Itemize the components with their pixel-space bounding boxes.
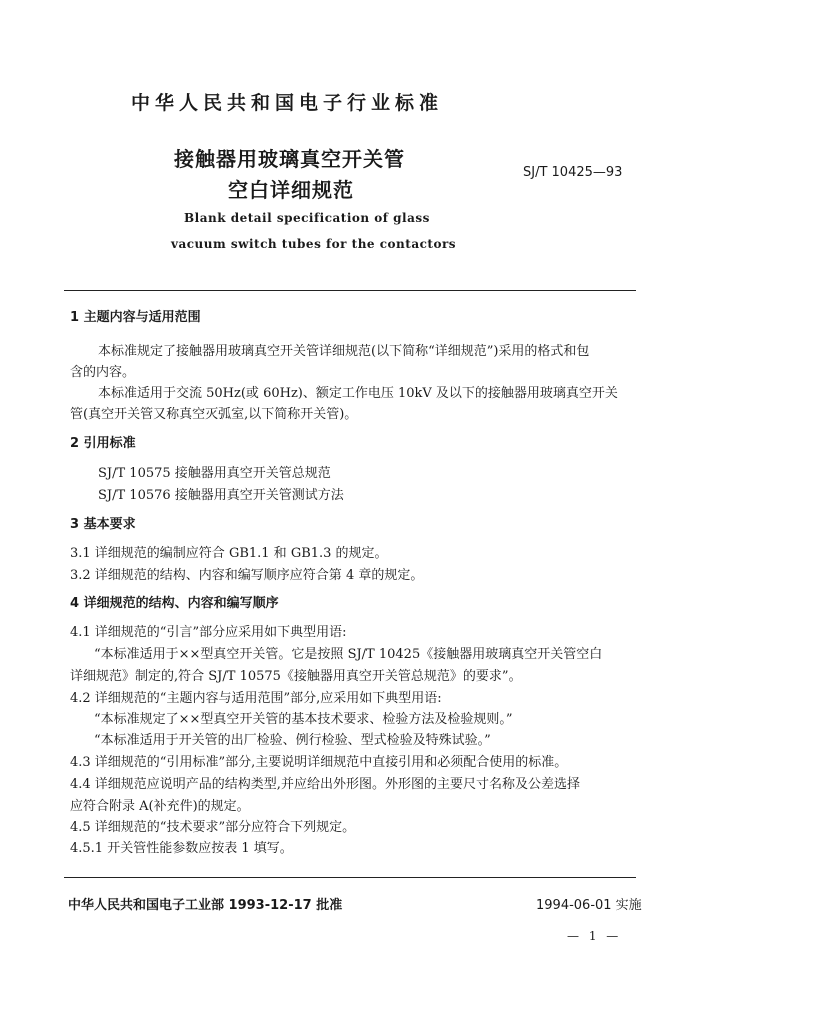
footer-divider xyxy=(64,877,636,878)
clause-4-4-cont: 应符合附录 A(补充件)的规定。 xyxy=(70,799,250,814)
implementation-date: 1994-06-01 实施 xyxy=(536,898,642,913)
clause-4-3: 4.3 详细规范的“引用标准”部分,主要说明详细规范中直接引用和必须配合使用的标准。 xyxy=(70,755,568,770)
clause-4-2: 4.2 详细规范的“主题内容与适用范围”部分,应采用如下典型用语: xyxy=(70,691,442,706)
issuing-body-header: 中华人民共和国电子行业标准 xyxy=(131,92,444,114)
english-title-line-2: vacuum switch tubes for the contactors xyxy=(171,237,457,251)
clause-3-2: 3.2 详细规范的结构、内容和编写顺序应符合第 4 章的规定。 xyxy=(70,568,424,583)
clause-4-5-1: 4.5.1 开关管性能参数应按表 1 填写。 xyxy=(70,841,293,856)
section-1-paragraph-2: 本标准适用于交流 50Hz(或 60Hz)、额定工作电压 10kV 及以下的接触器用玻璃真空开关 xyxy=(98,386,618,401)
clause-3-1: 3.1 详细规范的编制应符合 GB1.1 和 GB1.3 的规定。 xyxy=(70,546,388,561)
clause-4-1: 4.1 详细规范的“引言”部分应采用如下典型用语: xyxy=(70,625,347,640)
section-1-heading: 1 主题内容与适用范围 xyxy=(70,310,201,325)
section-3-heading: 3 基本要求 xyxy=(70,517,136,532)
section-2-heading: 2 引用标准 xyxy=(70,436,136,451)
page-number: — 1 — xyxy=(567,929,622,943)
clause-4-1-quote: “本标准适用于××型真空开关管。它是按照 SJ/T 10425《接触器用玻璃真空开关管空白 xyxy=(94,647,603,662)
clause-4-4: 4.4 详细规范应说明产品的结构类型,并应给出外形图。外形图的主要尺寸名称及公差选择 xyxy=(70,777,580,792)
document-title-line-1: 接触器用玻璃真空开关管 xyxy=(174,147,405,171)
clause-4-5: 4.5 详细规范的“技术要求”部分应符合下列规定。 xyxy=(70,820,356,835)
header-divider xyxy=(64,290,636,291)
section-1-paragraph-1: 本标准规定了接触器用玻璃真空开关管详细规范(以下简称“详细规范”)采用的格式和包 xyxy=(98,344,590,359)
standard-number: SJ/T 10425—93 xyxy=(523,165,623,180)
section-4-heading: 4 详细规范的结构、内容和编写顺序 xyxy=(70,596,279,611)
clause-4-1-quote-cont: 详细规范》制定的,符合 SJ/T 10575《接触器用真空开关管总规范》的要求”。 xyxy=(70,669,522,684)
english-title-line-1: Blank detail specification of glass xyxy=(184,211,430,225)
section-1-paragraph-2-cont: 管(真空开关管又称真空灭弧室,以下简称开关管)。 xyxy=(70,407,358,422)
section-1-paragraph-1-cont: 含的内容。 xyxy=(70,365,136,380)
clause-4-2-quote-2: “本标准适用于开关管的出厂检验、例行检验、型式检验及特殊试验。” xyxy=(94,733,491,748)
reference-item: SJ/T 10576 接触器用真空开关管测试方法 xyxy=(98,488,344,503)
document-title-line-2: 空白详细规范 xyxy=(228,178,354,202)
clause-4-2-quote-1: “本标准规定了××型真空开关管的基本技术要求、检验方法及检验规则。” xyxy=(94,712,513,727)
reference-item: SJ/T 10575 接触器用真空开关管总规范 xyxy=(98,466,331,481)
approval-line: 中华人民共和国电子工业部 1993-12-17 批准 xyxy=(68,898,343,913)
